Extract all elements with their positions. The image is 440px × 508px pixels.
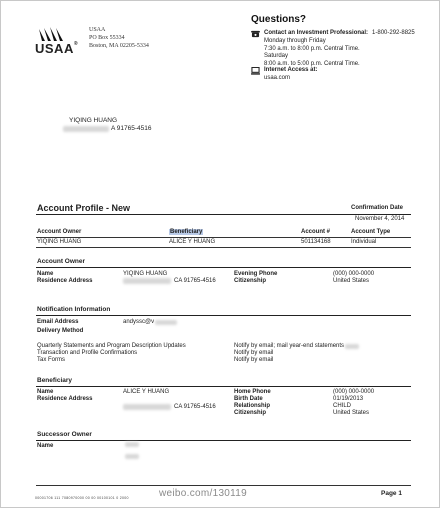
- home-phone-value: (000) 000-0000: [333, 389, 375, 395]
- return-address-line: PO Box 55334: [89, 35, 125, 41]
- owner-citizenship-value: United States: [333, 278, 370, 284]
- redacted-email: [155, 320, 177, 325]
- list-item: [234, 343, 359, 350]
- relationship-value: CHILD: [333, 403, 352, 409]
- birth-date-label: Birth Date: [234, 396, 263, 402]
- owner-citizenship-label: Citizenship: [234, 278, 267, 284]
- telephone-icon: [251, 30, 260, 38]
- delivery-method-label: Delivery Method: [37, 328, 84, 334]
- contact-phone: 1-800-292-8825: [372, 30, 415, 37]
- redacted-name: [125, 454, 139, 459]
- beneficiary-name-value: ALICE Y HUANG: [123, 389, 170, 395]
- email-prefix: andyssc@v: [123, 319, 155, 325]
- internet-block: [251, 67, 317, 83]
- owner-name-label: Name: [37, 271, 54, 277]
- account-owner-rule: [36, 267, 411, 268]
- recipient-city-zip: A 91765-4516: [111, 125, 152, 132]
- internet-label: Internet Access at:: [264, 67, 318, 74]
- email-label: Email Address: [37, 319, 79, 325]
- citizenship-label: Citizenship: [234, 410, 267, 416]
- profile-row-rule: [36, 247, 411, 248]
- list-item: Notify by email: [234, 350, 274, 356]
- birth-date-value: 01/19/2013: [333, 396, 364, 402]
- hours-line: 8:00 a.m. to 5:00 p.m. Central Time.: [264, 60, 360, 67]
- computer-icon: [251, 67, 260, 75]
- confirmation-date: November 4, 2014: [355, 216, 405, 222]
- confirmation-date-label: Confirmation Date: [351, 205, 404, 211]
- return-address: [89, 26, 149, 50]
- list-item: Notify by email: [234, 357, 274, 363]
- successor-rule: [36, 440, 411, 441]
- contact-label: Contact an Investment Professional:: [264, 30, 369, 37]
- watermark: weibo.com/130119: [159, 488, 248, 499]
- hours-line: Saturday: [264, 53, 289, 59]
- beneficiary-section-title: Beneficiary: [37, 377, 73, 384]
- col-beneficiary-label: Beneficiary: [170, 229, 203, 235]
- beneficiary-value: ALICE Y HUANG: [169, 239, 216, 245]
- email-value: [123, 319, 177, 325]
- questions-title: Questions?: [251, 14, 307, 25]
- return-address-line: Boston, MA 02205-5334: [89, 43, 149, 49]
- notification-methods: [234, 343, 359, 364]
- successor-section-title: Successor Owner: [37, 431, 92, 438]
- owner-name-value: YIQING HUANG: [123, 271, 168, 277]
- beneficiary-residence-city: CA 91765-4516: [174, 404, 216, 410]
- col-account-number: Account #: [301, 229, 331, 235]
- owner-evening-phone-label: Evening Phone: [234, 271, 278, 277]
- owner-residence-label: Residence Address: [37, 278, 93, 284]
- recipient-name: YIQING HUANG: [69, 117, 118, 124]
- beneficiary-residence-value: [123, 404, 216, 410]
- col-account-owner: Account Owner: [37, 229, 82, 235]
- beneficiary-rule: [36, 386, 411, 387]
- notification-items: [37, 343, 186, 364]
- col-beneficiary: [169, 229, 203, 235]
- profile-title: Account Profile - New: [37, 203, 131, 213]
- notification-section-title: Notification Information: [37, 306, 111, 313]
- beneficiary-name-label: Name: [37, 389, 54, 395]
- recipient-address: [69, 117, 151, 133]
- account-number-value: 501134168: [301, 239, 331, 245]
- citizenship-value: United States: [333, 410, 370, 416]
- recipient-city-line: [69, 125, 151, 133]
- redacted-address: [123, 404, 171, 410]
- list-item: Transaction and Profile Confirmations: [37, 350, 138, 356]
- account-owner-value: YIQING HUANG: [37, 239, 82, 245]
- hours-line: 7:30 a.m. to 8:00 p.m. Central Time.: [264, 45, 360, 52]
- redacted-name: [125, 442, 139, 447]
- usaa-wordmark: USAA®: [35, 41, 79, 56]
- footer-code: 00001706 111 7080970000 00 00 00100101 0 2000: [35, 496, 129, 500]
- relationship-label: Relationship: [234, 403, 271, 409]
- list-item: Quarterly Statements and Program Description Updates: [37, 343, 186, 349]
- account-owner-section-title: Account Owner: [37, 258, 86, 265]
- internet-url[interactable]: usaa.com: [264, 75, 291, 81]
- footer-rule: [36, 485, 411, 486]
- hours-line: Monday through Friday: [264, 38, 326, 44]
- redacted-address: [63, 126, 109, 132]
- return-address-line: USAA: [89, 27, 106, 33]
- list-item: Tax Forms: [37, 357, 66, 363]
- owner-evening-phone-value: (000) 000-0000: [333, 271, 375, 277]
- beneficiary-residence-label: Residence Address: [37, 396, 93, 402]
- owner-residence-city: CA 91765-4516: [174, 278, 216, 284]
- home-phone-label: Home Phone: [234, 389, 271, 395]
- col-account-type: Account Type: [351, 229, 391, 235]
- owner-residence-value: [123, 278, 216, 284]
- profile-columns-rule: [36, 237, 411, 238]
- contact-block: [251, 30, 415, 68]
- redacted-address: [123, 278, 171, 284]
- delivery-method: Notify by email; mail year-end statements: [234, 343, 345, 349]
- notification-rule: [36, 315, 411, 316]
- page-number: Page 1: [381, 490, 402, 497]
- successor-name-label: Name: [37, 443, 54, 449]
- beneficiary-detail-values: [333, 389, 374, 417]
- beneficiary-detail-labels: [234, 389, 271, 417]
- account-type-value: Individual: [351, 239, 377, 245]
- redacted-text: [345, 344, 359, 349]
